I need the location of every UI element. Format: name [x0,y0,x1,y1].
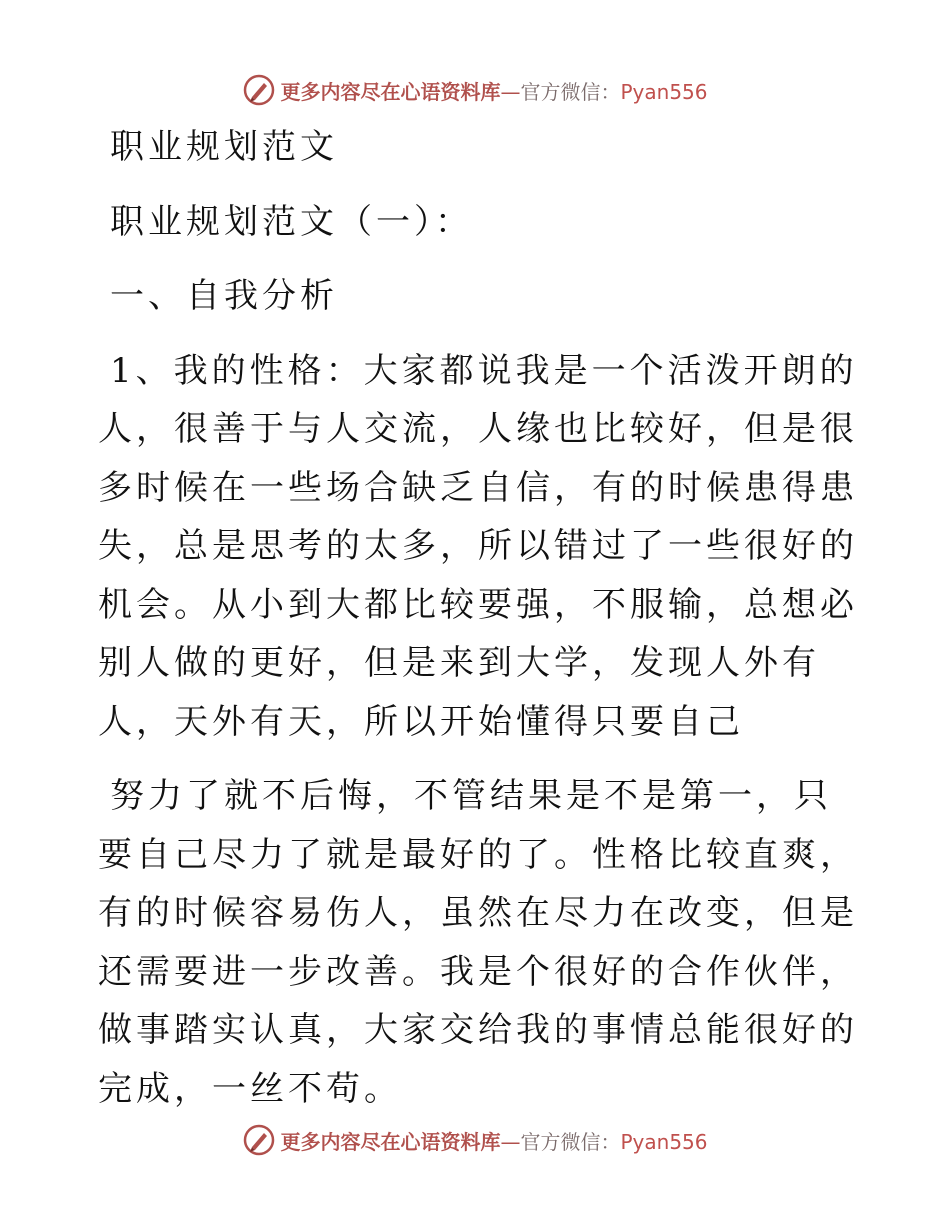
watermark-separator: — [500,79,521,104]
footer-watermark [0,1120,950,1160]
watermark-main: 更多内容尽在心语资料库 [280,79,501,104]
watermark-official: 官方微信： [520,1129,621,1154]
section-heading: 一、自我分析 [110,276,338,316]
document-subtitle: 职业规划范文（一）： [110,201,473,242]
watermark-text [280,76,707,105]
watermark-separator: — [500,1129,521,1154]
watermark-main: 更多内容尽在心语资料库 [280,1129,501,1154]
watermark-official: 官方微信： [520,79,621,104]
pen-circle-logo-icon [242,73,276,107]
paragraph: 努力了就不后悔，不管结果是不是第一，只要自己尽力了就是最好的了。性格比较直爽，有的时候容易伤人，虽然在尽力在改变，但是还需要进一步改善。我是个很好的合作伙伴，做事踏实认真，大家交给我的事情总能很好的完成，一丝不苟。 [98,776,858,1109]
watermark-id: Pyan556 [620,79,708,104]
pen-circle-logo-icon [242,1123,276,1157]
watermark-text [280,1126,707,1155]
watermark-id: Pyan556 [620,1129,708,1154]
document-title: 职业规划范文 [110,127,338,167]
header-watermark [0,70,950,110]
paragraph: 1、我的性格：大家都说我是一个活泼开朗的人，很善于与人交流，人缘也比较好，但是很多时候在一些场合缺乏自信，有的时候患得患失，总是思考的太多，所以错过了一些很好的机会。从小到大都比较要强，不服输，总想必别人做的更好，但是来到大学，发现人外有人，天外有天，所以开始懂得只要自己 [98,350,858,742]
document-body [98,118,858,1118]
